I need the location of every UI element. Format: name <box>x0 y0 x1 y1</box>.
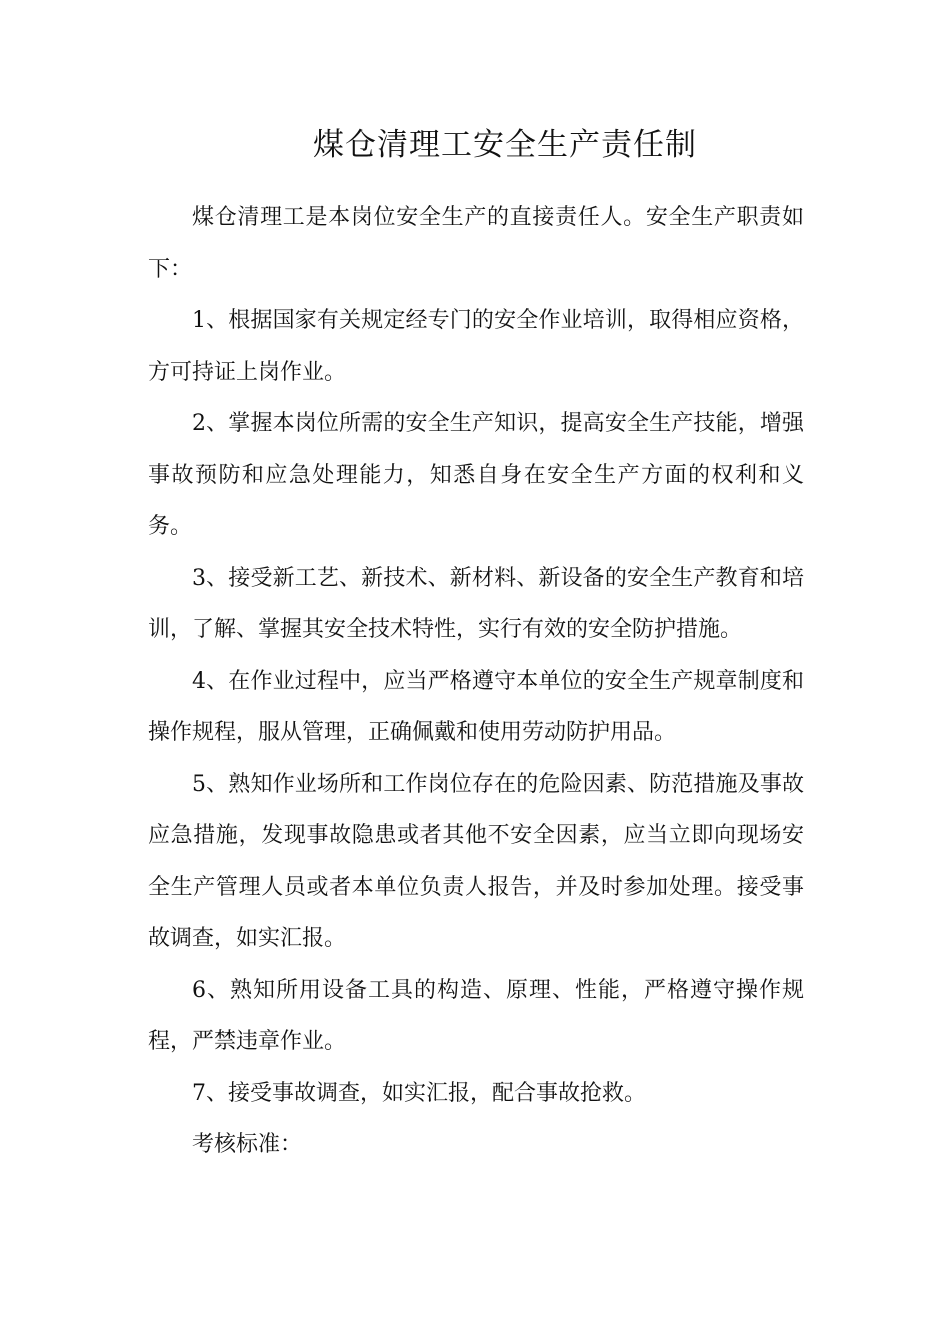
document-title: 煤仓清理工安全生产责任制 <box>313 127 697 163</box>
paragraph-item-6: 6、熟知所用设备工具的构造、原理、性能，严格遵守操作规程，严禁违章作业。 <box>148 977 804 1054</box>
paragraph-intro: 煤仓清理工是本岗位安全生产的直接责任人。安全生产职责如下： <box>148 205 804 282</box>
paragraph-item-2: 2、掌握本岗位所需的安全生产知识，提高安全生产技能，增强事故预防和应急处理能力，知悉自身在安全生产方面的权利和义务。 <box>148 411 804 539</box>
paragraph-item-4: 4、在作业过程中，应当严格遵守本单位的安全生产规章制度和操作规程，服从管理，正确佩戴和使用劳动防护用品。 <box>148 668 804 745</box>
document-body <box>148 192 804 1171</box>
paragraph-assessment-heading: 考核标准： <box>192 1132 303 1157</box>
paragraph-item-1: 1、根据国家有关规定经专门的安全作业培训，取得相应资格，方可持证上岗作业。 <box>148 308 804 385</box>
paragraph-item-3: 3、接受新工艺、新技术、新材料、新设备的安全生产教育和培训，了解、掌握其安全技术特性，实行有效的安全防护措施。 <box>148 565 804 642</box>
paragraph-item-5: 5、熟知作业场所和工作岗位存在的危险因素、防范措施及事故应急措施，发现事故隐患或者其他不安全因素，应当立即向现场安全生产管理人员或者本单位负责人报告，并及时参加处理。接受事故调查，如实汇报。 <box>148 771 804 951</box>
paragraph-item-7: 7、接受事故调查，如实汇报，配合事故抢救。 <box>192 1080 646 1106</box>
